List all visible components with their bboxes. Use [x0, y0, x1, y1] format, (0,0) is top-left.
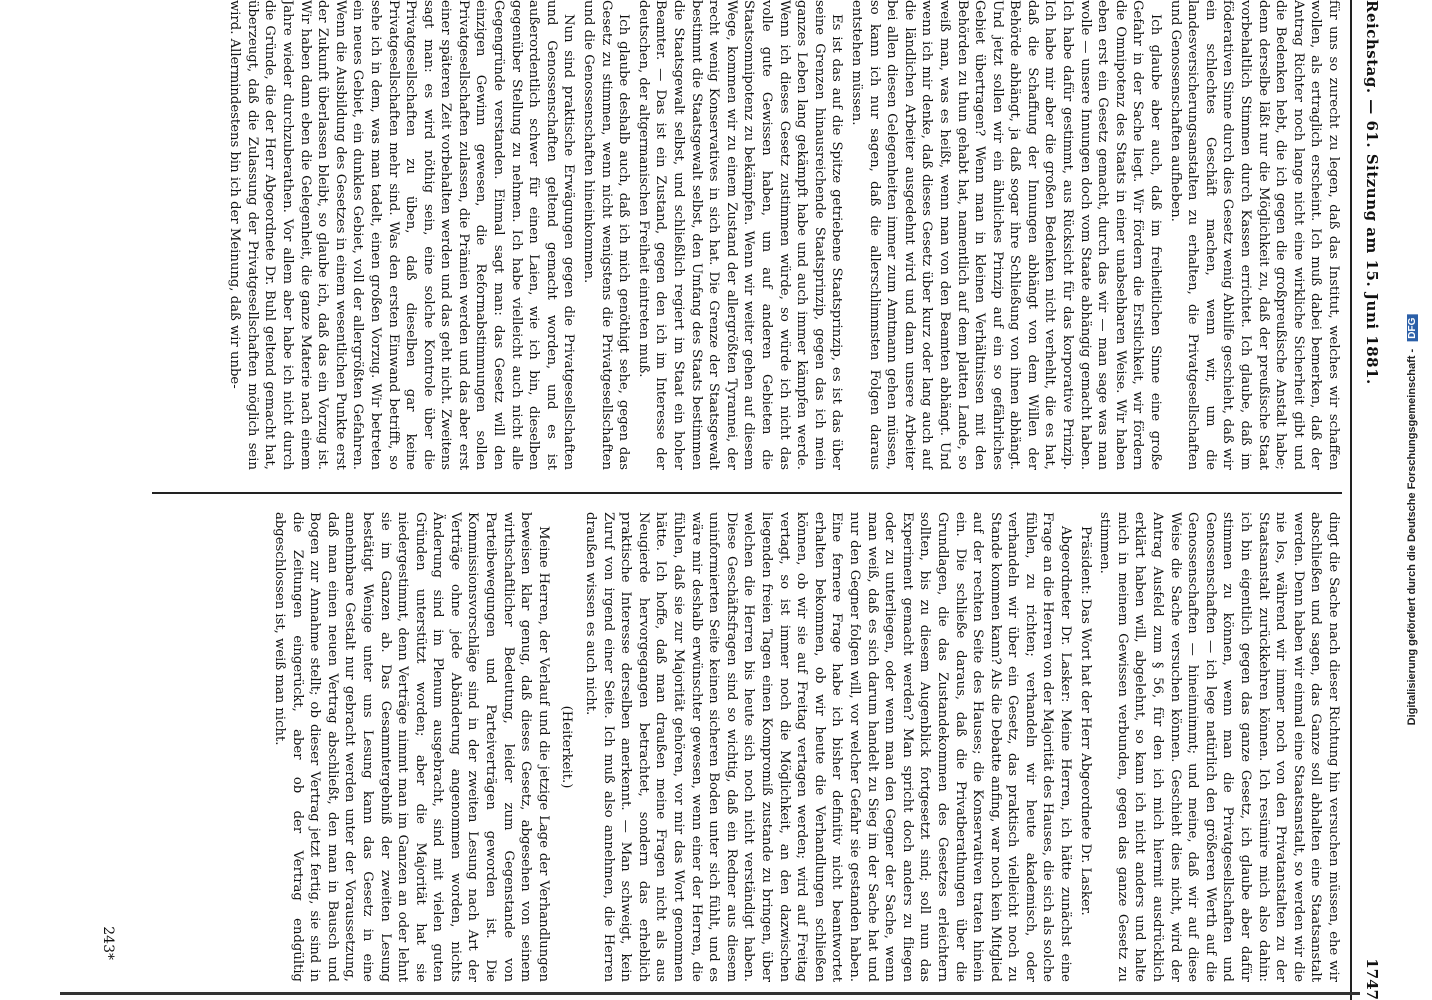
- paragraph: Es ist das auf die Spitze getriebene Staatsprinzip, es ist das über seine Grenzen hinausreichende Staatsprinzip, gegen das ich mein ganzes Leben lang gekämpft habe und auch immer kämpfen werde. Wenn ich dieses Gesetz zustimmen würde, so würde ich nicht das volle gute Gewissen haben, um auf anderen Gebieten die Staatsomnipotenz zu bekämpfen. Wenn wir weiter gehen auf diesem Wege, kommen wir zu einem Zustand der allergrößten Tyrannei, der recht wenig Konservatives in sich hat. Die Grenze der Staatsgewalt bestimmt die Staatsgewalt selbst, den Umfang des Staats bestimmen die Staatsgewalt selbst, und schließlich regiert im Staat ein hoher Beamter. — Das ist ein Zustand, gegen den ich im Interesse der deutschen, der altgermanischen Freiheit eintreten muß.: [635, 0, 845, 470]
- paragraph: dingt die Sache nach dieser Richtung hin versuchen müssen, ehe wir abschließen und sagen, das Ganze soll abhalten eine Staatsanstalt werden. Denn haben wir einmal eine Staatsanstalt, so werden wir die nie los, während wir immer noch von den Privatanstalten zu der Staatsanstalt zurückkehren können. Ich resümire mich also dahin: ich bin eigentlich gegen das ganze Gesetz, ich glaube aber dafür stimmen zu können, wenn man die Privatgesellschaften und Genossenschaften — ich lege natürlich den größeren Werth auf die Genossenschaften — hineinnimmt; und meine, daß wir auf diese Weise die Sache versuchen können. Geschieht dies nicht, wird der Antrag Ausfeld zum § 56, für den ich mich hiermit ausdrücklich erklärt haben will, abgelehnt, so kann ich nicht anders und halte mich in meinem Gewissen verbunden, gegen das ganze Gesetz zu stimmen.: [1097, 512, 1341, 982]
- header-title: Reichstag. — 61. Sitzung am 15. Juni 1881.: [1363, 0, 1381, 385]
- credit-text: Digitalisierung gefördert durch die Deutsche Forschungsgemeinschaft -: [1406, 348, 1418, 726]
- column-divider: [152, 492, 1342, 494]
- paragraph: Meine Herren, der Verlauf und die jetzige Lage der Verhandlungen beweisen klar genug, daß dieses Gesetz, abgesehen von seinem wirthschaftlicher Bedeutung, leider zum Gegenstande von Parteibewegungen und Parteiverträgen geworden ist. Die Kommissionsvorschläge sind in der zweiten Lesung nach Art der Verträge ohne jede Abänderung angenommen worden, nichts Änderung sind im Plenum ausgebracht, sind mit vielen guten Gründen unterstützt worden; aber die Majorität hat sie niedergestimmt, denn Verträge nimmt man im Ganzen an oder lehnt sie im Ganzen ab. Das Gesammtergebniß der zweiten Lesung bestätigt Wenige unter uns Lesung kann das Gesetz in eine annehmbare Gestalt nur gebracht werden unter der Voraussetzung, daß man einen neuen Vertrag abschließt, den man in Bausch und Bogen zur Annahme stellt; ob dieser Vertrag jetzt fertig, sie sind in die Zeitungen eingerückt, aber ob der Vertrag endgültig abgeschlossen ist, weiß man nicht.: [271, 512, 551, 982]
- dfg-logo: DFG: [1407, 315, 1418, 342]
- page-number: 1747: [1363, 958, 1381, 1000]
- speaker-paragraph: Abgeordneter Dr. Lasker: Meine Herren, ich hätte zunächst eine Frage an die Herren von der Majorität des Hauses, die sich als solche fühlen, zu richten; verhandeln wir heute akademisch, oder verhandeln wir über ein Gesetz, das praktisch vielleicht noch zu Stande kommen kann? Als die Debatte anfing, war noch kein Mitglied auf der rechten Seite des Hauses; die Konservativen traten hinein ein. Die schließe daraus, daß die Privatberathungen über die Grundlagen, die das Zustandekommen des Gesetzes erleichtern sollten, bis zu diesem Augenblick fortgesetzt sind; soll nun das Experiment gemacht werden? Man spricht doch anders zu fliegen oder zu unterliegen, oder wenn man den Gegner der Sache, wenn man weiß, daß es sich darum handelt zu Sieg im der Sache hat und nur den Gegner folgen will, vor welcher Gefahr sie gestanden haben. Eine fernere Frage habe ich bisher definitiv nicht beantwortet erhalten bekommen, ob wir heute die Verhandlungen schließen können, ob wir sie auf Freitag vertagen werden; wird auf Freitag vertagt, so ist immer noch die Möglichkeit, an den dazwischen liegenden freien Tagen einen Kompromiß zustande zu bringen, über welchen die Herren bis heute sich noch nicht verständigt haben. Diese Geschäftsfragen sind so wichtig, daß ein Redner aus diesem uninformierten Seite keinen sicheren Boden unter sich fühlt, und es wäre mir deshalb erwünschter gewesen, wenn einer der Herren, die fühlen, daß sie zur Majorität gehören, vor mir das Wort genommen hätte. Ich hoffe, daß man draußen meine Fragen nicht als aus Neugierde hervorgegangen betrachtet, sondern das erheblich praktische Interesse derselben anerkennt. — Man schweigt, kein Zuruf von irgend einer Seite. Ich muß also annehmen, die Herren draußen wissen es auch nicht.: [583, 512, 1074, 982]
- paragraph: Ich glaube aber auch, daß im freiheitlichen Sinne eine große Gefahr in der Sache liegt. Wir fördern die Erstlichkeit, wir fördern die Omnipotenz des Staats in einer unabsehbaren Weise. Wir haben eben erst ein Gesetz gemacht, durch das wir — man sage was man wolle — unsere Innungen doch vom Staate abhängig gemacht haben. Ich habe dafür gestimmt, aus Rücksicht für das korporative Prinzip. Ich habe mir aber die großen Bedenken nicht verhehlt, die es hat, daß die Schaffung der Innungen abhängt von dem Willen der Behörde abhängt, ja daß sogar ihre Schließung von ihnen abhängt. Und jetzt sollen wir ein ähnliches Prinzip auf ein so gefährliches Gebiet übertragen? Wenn man in kleinen Verhältnissen mit den Behörden zu thun gehabt hat, namentlich auf dem platten Lande, so weiß man, was es heißt, wenn man von den Beamten abhängt. Und wenn ich mir denke, daß dieses Gesetz über kurz oder lang auch auf die ländlichen Arbeiter ausgedehnt wird und dann unsere Arbeiter bei allen diesen Gelegenheiten immer zum Amtmann gehen müssen, so kann ich nur sagen, daß die allerschlimmsten Folgen daraus entstehen müssen.: [848, 0, 1164, 470]
- page-edge: [60, 992, 1360, 995]
- speaker-paragraph: Präsident: Das Wort hat der Herr Abgeordnete Dr. Lasker.: [1077, 526, 1093, 916]
- rotated-document-sheet: [46, 0, 1386, 1000]
- right-column: [142, 512, 1342, 982]
- paragraph: Ich glaube deshalb auch, daß ich mich genöthigt sehe, gegen das Gesetz zu stimmen, wenn nicht wenigstens die Privatgesellschaften und die Genossenschaften hineinkommen.: [581, 0, 632, 470]
- digitization-credit: [1406, 315, 1418, 726]
- paragraph: für uns so zurecht zu legen, daß das Institut, welches wir schaffen wollen, als ertraglich erscheint. Ich muß dabei bemerken, daß der Antrag Richter noch lange nicht eine wirkliche Sicherheit gibt und die Bedenken hebt, die ich gegen die großpreußische Anstalt habe; denn derselbe läßt nur die Möglichkeit zu, daß der preußische Staat vorbehaltlich Stimmen durch Kassen errichtet. Ich glaube, daß im föderativen Sinne durch dies Gesetz wenig Abhilfe geschieht, daß wir ein schlechtes Geschäft machen, wenn wir, um die landesversicherungsanstalten zu erhalten, die Privatgesellschaften und Genossenschaften aufheben.: [1167, 0, 1341, 470]
- left-column: [142, 0, 1342, 470]
- page-header: [1358, 0, 1386, 1000]
- stage-direction: (Heiterkeit.): [559, 705, 575, 789]
- paragraph: Nun sind praktische Erwägungen gegen die Privatgesellschaften und Genossenschaften geltend gemacht worden, und es ist außerordentlich schwer für einen Laien, wie ich bin, dieselben gegenüber Stellung zu nehmen. Ich habe vielleicht auch nicht alle Gegengründe verstanden. Einmal sagt man: das Gesetz will den einzigen Gewinn gewesen, die Reformabstimmungen sollen Privatgesellschaften zulassen, die Prämien werden und das aber erst einer späteren Zeit vorbehalten werden und das geht nicht. Zweitens sagt man: es wird nöthig sein, eine solche Kontrole über die Privatgesellschaften zu üben, daß dieselben gar keine Privatgesellschaften mehr sind. Was den ersten Einwand betrifft, so sehe ich in dem, was man tadelt, einen großen Vorzug. Wir betreten ein neues Gebiet, ein dunkles Gebiet, voll der allergrößten Gefahren. Wenn die Ausbildung des Gesetzes in einem wesentlichen Punkte erst der Zukunft überlassen bleibt, so glaube ich, daß das ein Vorzug ist. Wir haben dann eben die Gelegenheit, die ganze Materie nach einem Jahre wieder durchzuberathen. Vor allem aber habe ich nicht durch die Gründe, die der Herr Abgeordnete Dr. Buhl geltend gemacht hat, überzeugt, daß die Zulassung der Privatgesellschaften möglich sein wird. Allermindestens bin ich der Meinung, daß wir unbe-: [227, 0, 577, 470]
- sheet-number: 243*: [100, 926, 116, 960]
- header-rule: [1350, 0, 1352, 1000]
